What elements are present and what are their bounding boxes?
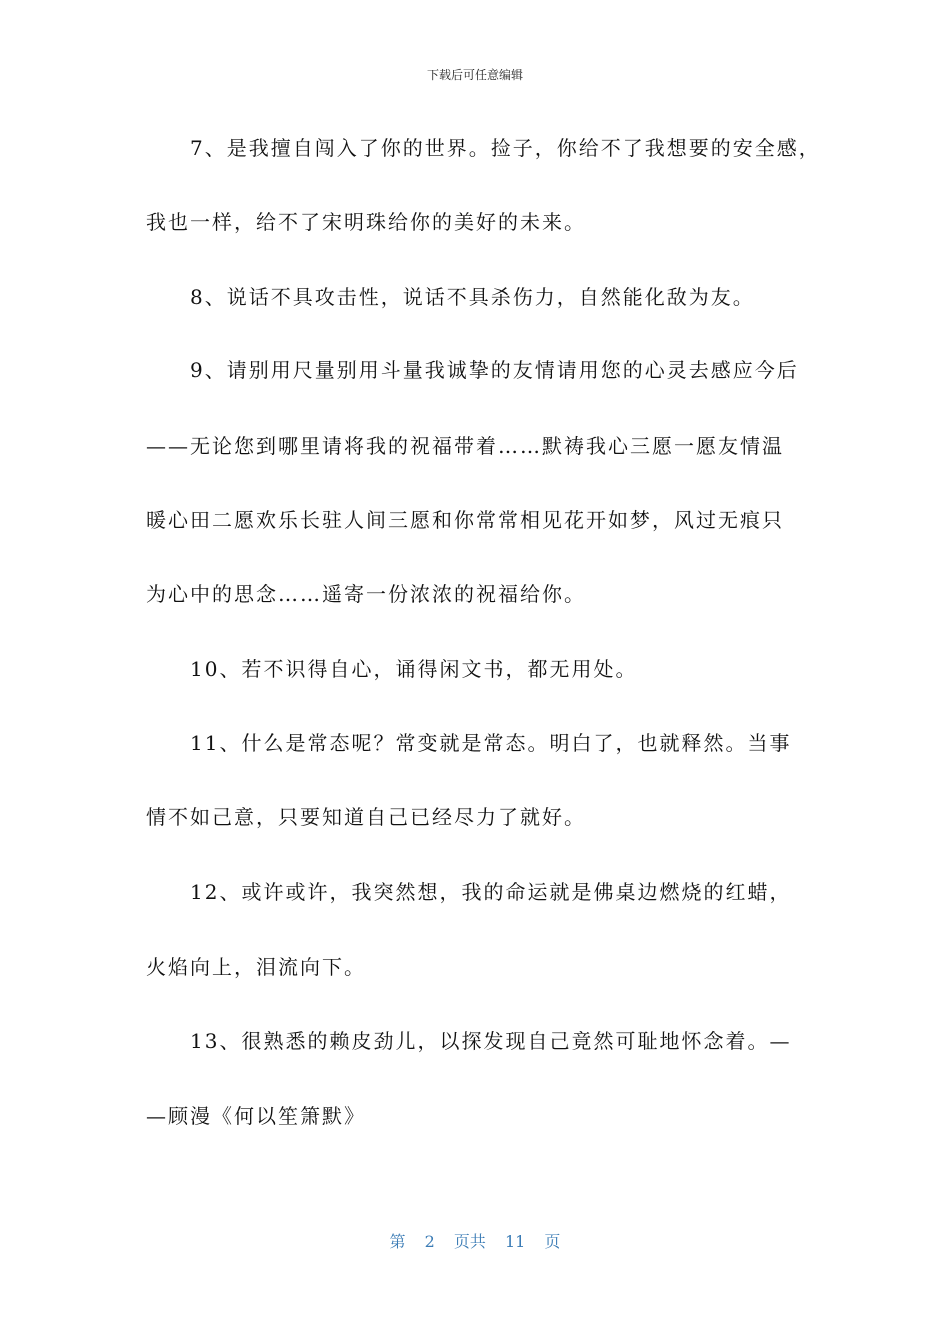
text-line-12b: 火焰向上，泪流向下。 [146, 955, 366, 979]
page-header: 下载后可任意编辑 [426, 68, 523, 82]
text-line-10: 10、若不识得自心，诵得闲文书，都无用处。 [190, 657, 638, 681]
text-line-12a: 12、或许或许，我突然想，我的命运就是佛桌边燃烧的红蜡， [190, 880, 792, 904]
page-footer: 第 2 页共 11 页 [389, 1232, 561, 1251]
text-line-13a: 13、很熟悉的赖皮劲儿，以探发现自己竟然可耻地怀念着。— [190, 1029, 792, 1053]
text-line-9d: 为心中的思念……遥寄一份浓浓的祝福给你。 [146, 582, 586, 606]
text-line-9a: 9、请别用尺量别用斗量我诚挚的友情请用您的心灵去感应今后 [190, 358, 799, 382]
text-line-7b: 我也一样，给不了宋明珠给你的美好的未来。 [146, 210, 586, 234]
text-line-9b: ——无论您到哪里请将我的祝福带着……默祷我心三愿一愿友情温 [146, 434, 784, 458]
text-line-7a: 7、是我擅自闯入了你的世界。捡子，你给不了我想要的安全感， [190, 136, 821, 160]
text-line-13b: —顾漫《何以笙箫默》 [146, 1104, 366, 1128]
text-line-8: 8、说话不具攻击性，说话不具杀伤力，自然能化敌为友。 [190, 285, 755, 309]
text-line-11a: 11、什么是常态呢？常变就是常态。明白了，也就释然。当事 [190, 731, 792, 755]
text-line-11b: 情不如己意，只要知道自己已经尽力了就好。 [146, 805, 586, 829]
text-line-9c: 暖心田二愿欢乐长驻人间三愿和你常常相见花开如梦，风过无痕只 [146, 508, 784, 532]
